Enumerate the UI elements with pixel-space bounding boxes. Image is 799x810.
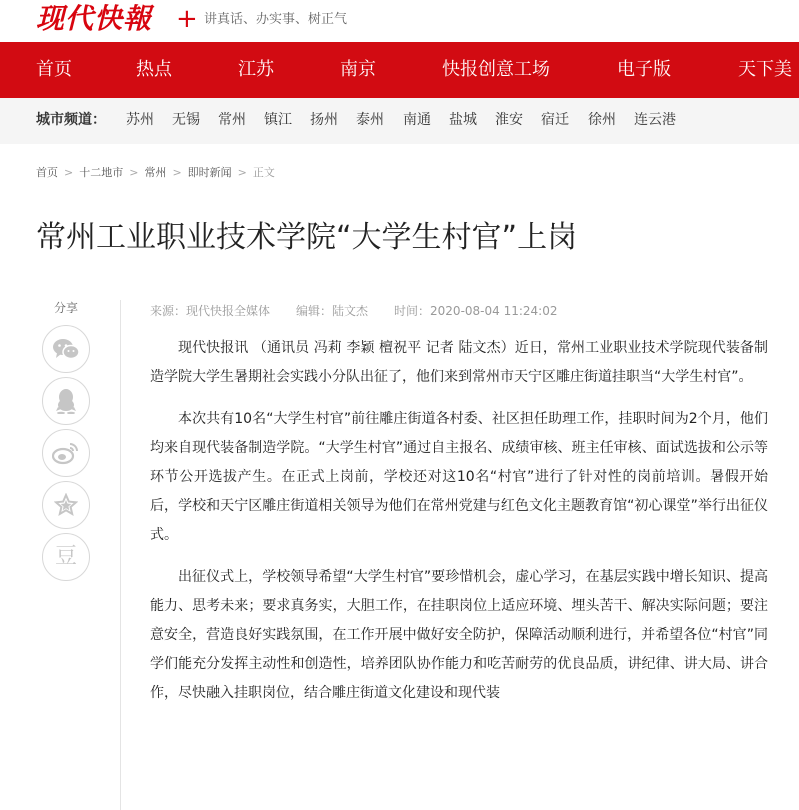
city-channel-label: 城市频道： bbox=[36, 112, 106, 128]
nav-item-nanjing[interactable]: 南京 bbox=[340, 59, 376, 80]
site-header bbox=[0, 0, 799, 42]
share-weibo-button[interactable] bbox=[42, 429, 90, 477]
article-paragraph: 出征仪式上，学校领导希望“大学生村官”要珍惜机会，虚心学习，在基层实践中增长知识、提高能力、思考未来；要求真务实，大胆工作，在挂职岗位上适应环境、埋头苦干、解决实际问题；要注意安全，营造良好实践氛围，在工作开展中做好安全防护，保障活动顺利进行，并希望各位“村官”同学们能充分发挥主动性和创造性，培养团队协作能力和吃苦耐劳的优良品质，讲纪律、讲大局、讲合作，尽快融入挂职岗位，结合雕庄街道文化建设和现代装 bbox=[150, 569, 768, 701]
share-wechat-button[interactable] bbox=[42, 325, 90, 373]
qq-icon bbox=[55, 388, 77, 414]
nav-item-world[interactable]: 天下美 bbox=[738, 59, 792, 80]
breadcrumb bbox=[36, 165, 275, 181]
article-body bbox=[150, 334, 768, 721]
city-link[interactable]: 淮安 bbox=[495, 112, 523, 128]
city-link[interactable]: 连云港 bbox=[634, 112, 676, 128]
city-link[interactable]: 扬州 bbox=[310, 112, 338, 128]
douban-icon: 豆 bbox=[54, 544, 77, 569]
city-link[interactable]: 盐城 bbox=[449, 112, 477, 128]
city-link[interactable]: 镇江 bbox=[264, 112, 292, 128]
city-link[interactable]: 南通 bbox=[403, 112, 431, 128]
article-paragraph: 现代快报讯 （通讯员 冯莉 李颖 檀祝平 记者 陆文杰）近日，常州工业职业技术学院现代装备制造学院大学生暑期社会实践小分队出征了，他们来到常州市天宁区雕庄街道挂职当“大学生村官”。 bbox=[150, 340, 768, 385]
city-link[interactable]: 无锡 bbox=[172, 112, 200, 128]
city-link[interactable]: 苏州 bbox=[126, 112, 154, 128]
article-editor: 编辑：陆文杰 bbox=[296, 304, 369, 318]
nav-item-creative[interactable]: 快报创意工场 bbox=[442, 59, 550, 80]
content-divider bbox=[120, 300, 121, 810]
nav-item-epaper[interactable]: 电子版 bbox=[617, 59, 671, 80]
article-title: 常州工业职业技术学院“大学生村官”上岗 bbox=[36, 220, 578, 255]
nav-item-jiangsu[interactable]: 江苏 bbox=[238, 59, 274, 80]
city-link[interactable]: 常州 bbox=[218, 112, 246, 128]
wechat-icon bbox=[52, 337, 80, 361]
logo-plus-icon: + bbox=[176, 4, 198, 34]
site-slogan: 讲真话、办实事、树正气 bbox=[204, 12, 348, 27]
city-link[interactable]: 泰州 bbox=[356, 112, 384, 128]
breadcrumb-home[interactable]: 首页 bbox=[36, 166, 58, 179]
main-nav bbox=[0, 42, 799, 98]
article-time: 时间：2020-08-04 11:24:02 bbox=[394, 304, 558, 318]
article-paragraph: 本次共有10名“大学生村官”前往雕庄街道各村委、社区担任助理工作，挂职时间为2个月，他们均来自现代装备制造学院。“大学生村官”通过自主报名、成绩审核、班主任审核、面试选拔和公示等环节公开选拔产生。在正式上岗前，学校还对这10名“村官”进行了针对性的岗前培训。暑假开始后，学校和天宁区雕庄街道相关领导为他们在常州党建与红色文化主题教育馆“初心课堂”举行出征仪式。 bbox=[150, 411, 768, 543]
breadcrumb-separator: > bbox=[237, 166, 247, 179]
breadcrumb-separator: > bbox=[172, 166, 182, 179]
site-logo[interactable]: 现代快報 bbox=[36, 2, 153, 35]
share-qq-button[interactable] bbox=[42, 377, 90, 425]
breadcrumb-separator: > bbox=[129, 166, 139, 179]
breadcrumb-section[interactable]: 即时新闻 bbox=[187, 166, 232, 179]
favorite-icon bbox=[54, 493, 78, 517]
breadcrumb-city[interactable]: 常州 bbox=[144, 166, 167, 179]
breadcrumb-separator: > bbox=[64, 166, 74, 179]
city-link[interactable]: 宿迁 bbox=[541, 112, 569, 128]
nav-item-home[interactable]: 首页 bbox=[36, 59, 72, 80]
city-channel-bar bbox=[0, 98, 799, 144]
breadcrumb-region[interactable]: 十二地市 bbox=[79, 166, 124, 179]
share-favorite-button[interactable] bbox=[42, 481, 90, 529]
article-source: 来源：现代快报全媒体 bbox=[150, 304, 271, 318]
share-label: 分享 bbox=[53, 301, 78, 315]
weibo-icon bbox=[52, 441, 80, 465]
share-douban-button[interactable] bbox=[42, 533, 90, 581]
article-meta bbox=[150, 303, 583, 319]
nav-item-hot[interactable]: 热点 bbox=[136, 59, 172, 80]
city-link[interactable]: 徐州 bbox=[588, 112, 616, 128]
breadcrumb-current: 正文 bbox=[252, 166, 275, 179]
